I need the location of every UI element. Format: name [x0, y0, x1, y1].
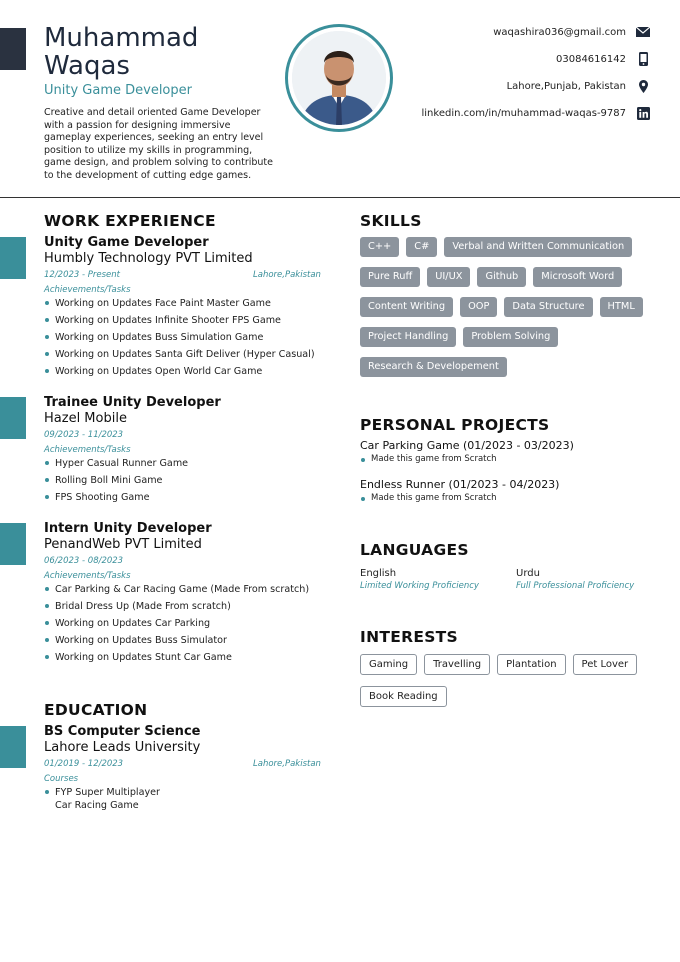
interests-heading: INTERESTS — [360, 628, 459, 646]
job-title: Intern Unity Developer — [44, 521, 212, 536]
job-title: Unity Game Developer — [44, 235, 209, 250]
skill-tag: Content Writing — [360, 297, 453, 317]
list-item: Working on Updates Buss Simulation Game — [44, 331, 315, 348]
skill-tag: C++ — [360, 237, 399, 257]
list-item: Working on Updates Car Parking — [44, 617, 309, 634]
skills-heading: SKILLS — [360, 212, 422, 230]
list-item: Working on Updates Santa Gift Deliver (Hyper Casual) — [44, 348, 315, 365]
skill-tag: UI/UX — [427, 267, 470, 287]
skill-tag: Project Handling — [360, 327, 456, 347]
language-level: Limited Working Proficiency — [360, 581, 479, 591]
linkedin-text: linkedin.com/in/muhammad-waqas-9787 — [421, 107, 626, 119]
job-company: Humbly Technology PVT Limited — [44, 251, 253, 266]
skill-tag: Verbal and Written Communication — [444, 237, 632, 257]
avatar — [292, 31, 386, 125]
projects-heading: PERSONAL PROJECTS — [360, 416, 550, 434]
contact-email[interactable] — [493, 25, 650, 39]
education-dates: 01/2019 - 12/2023 — [44, 759, 124, 769]
education-subheading: Courses — [44, 774, 79, 784]
job-headline: Unity Game Developer — [44, 83, 192, 98]
skill-tag: Pure Ruff — [360, 267, 420, 287]
list-item: Hyper Casual Runner Game — [44, 457, 188, 474]
job-task-list — [44, 583, 309, 668]
skill-tag: Data Structure — [504, 297, 592, 317]
job-location: Lahore,Pakistan — [253, 270, 321, 280]
language-name: Urdu — [516, 568, 540, 579]
list-item: Working on Updates Face Paint Master Game — [44, 297, 315, 314]
job-accent-bar — [0, 397, 26, 439]
list-item: Working on Updates Open World Car Game — [44, 365, 315, 382]
project-title: Car Parking Game (01/2023 - 03/2023) — [360, 439, 574, 452]
contact-location — [507, 79, 650, 93]
email-text: waqashira036@gmail.com — [493, 26, 626, 38]
job-accent-bar — [0, 237, 26, 279]
job-subheading: Achievements/Tasks — [44, 445, 131, 455]
course-list — [44, 786, 160, 812]
job-company: Hazel Mobile — [44, 411, 127, 426]
contact-phone[interactable] — [556, 52, 650, 66]
profile-photo — [285, 24, 393, 132]
job-subheading: Achievements/Tasks — [44, 571, 131, 581]
contact-linkedin[interactable] — [422, 106, 651, 120]
course-line: Car Racing Game — [55, 800, 139, 811]
header-accent-bar — [0, 28, 26, 70]
list-item: FPS Shooting Game — [44, 491, 188, 508]
mail-icon — [636, 25, 650, 39]
profile-summary: Creative and detail oriented Game Developer with a passion for designing immersive gameplay experiences, seeking an entry level position to utilize my skills in programming, game design, and problem solving to contribute to the development of cutting edge games. — [44, 107, 273, 181]
school-name: Lahore Leads University — [44, 740, 201, 755]
education-heading: EDUCATION — [44, 701, 148, 719]
list-item: Working on Updates Stunt Car Game — [44, 651, 309, 668]
location-pin-icon — [636, 79, 650, 93]
full-name — [44, 24, 198, 80]
skill-tag: Microsoft Word — [533, 267, 622, 287]
job-accent-bar — [0, 523, 26, 565]
job-dates: 12/2023 - Present — [44, 270, 121, 280]
job-dates: 06/2023 - 08/2023 — [44, 556, 124, 566]
skill-tag: Github — [477, 267, 526, 287]
phone-icon — [636, 52, 650, 66]
location-text: Lahore,Punjab, Pakistan — [506, 80, 626, 92]
languages-heading: LANGUAGES — [360, 541, 469, 559]
skill-tag: Research & Developement — [360, 357, 507, 377]
list-item: Bridal Dress Up (Made From scratch) — [44, 600, 309, 617]
skill-tag: HTML — [600, 297, 643, 317]
skills-list — [360, 237, 660, 377]
interest-tag: Book Reading — [360, 686, 447, 707]
language-name: English — [360, 568, 397, 579]
interest-tag: Plantation — [497, 654, 565, 675]
list-item: Working on Updates Buss Simulator — [44, 634, 309, 651]
phone-text: 03084616142 — [556, 53, 626, 65]
work-experience-heading: WORK EXPERIENCE — [44, 212, 216, 230]
skill-tag: OOP — [460, 297, 497, 317]
education-location: Lahore,Pakistan — [253, 759, 321, 769]
header-divider — [0, 197, 680, 198]
job-task-list — [44, 457, 188, 508]
skill-tag: Problem Solving — [463, 327, 558, 347]
linkedin-icon — [636, 106, 650, 120]
degree-title: BS Computer Science — [44, 724, 201, 739]
first-name: Muhammad — [44, 23, 199, 53]
list-item: Working on Updates Infinite Shooter FPS Game — [44, 314, 315, 331]
interest-tag: Pet Lover — [573, 654, 638, 675]
job-subheading: Achievements/Tasks — [44, 285, 131, 295]
project-title: Endless Runner (01/2023 - 04/2023) — [360, 478, 560, 491]
list-item: Rolling Boll Mini Game — [44, 474, 188, 491]
list-item — [44, 786, 160, 812]
project-note: Made this game from Scratch — [360, 493, 497, 503]
project-note: Made this game from Scratch — [360, 454, 497, 464]
education-accent-bar — [0, 726, 26, 768]
list-item: Car Parking & Car Racing Game (Made From scratch) — [44, 583, 309, 600]
skill-tag: C# — [406, 237, 437, 257]
language-level: Full Professional Proficiency — [516, 581, 635, 591]
job-company: PenandWeb PVT Limited — [44, 537, 202, 552]
job-task-list — [44, 297, 315, 382]
interest-tag: Travelling — [424, 654, 490, 675]
course-line: FYP Super Multiplayer — [55, 787, 160, 798]
last-name: Waqas — [44, 51, 130, 81]
interests-list — [360, 654, 650, 707]
interest-tag: Gaming — [360, 654, 417, 675]
job-title: Trainee Unity Developer — [44, 395, 221, 410]
job-dates: 09/2023 - 11/2023 — [44, 430, 124, 440]
